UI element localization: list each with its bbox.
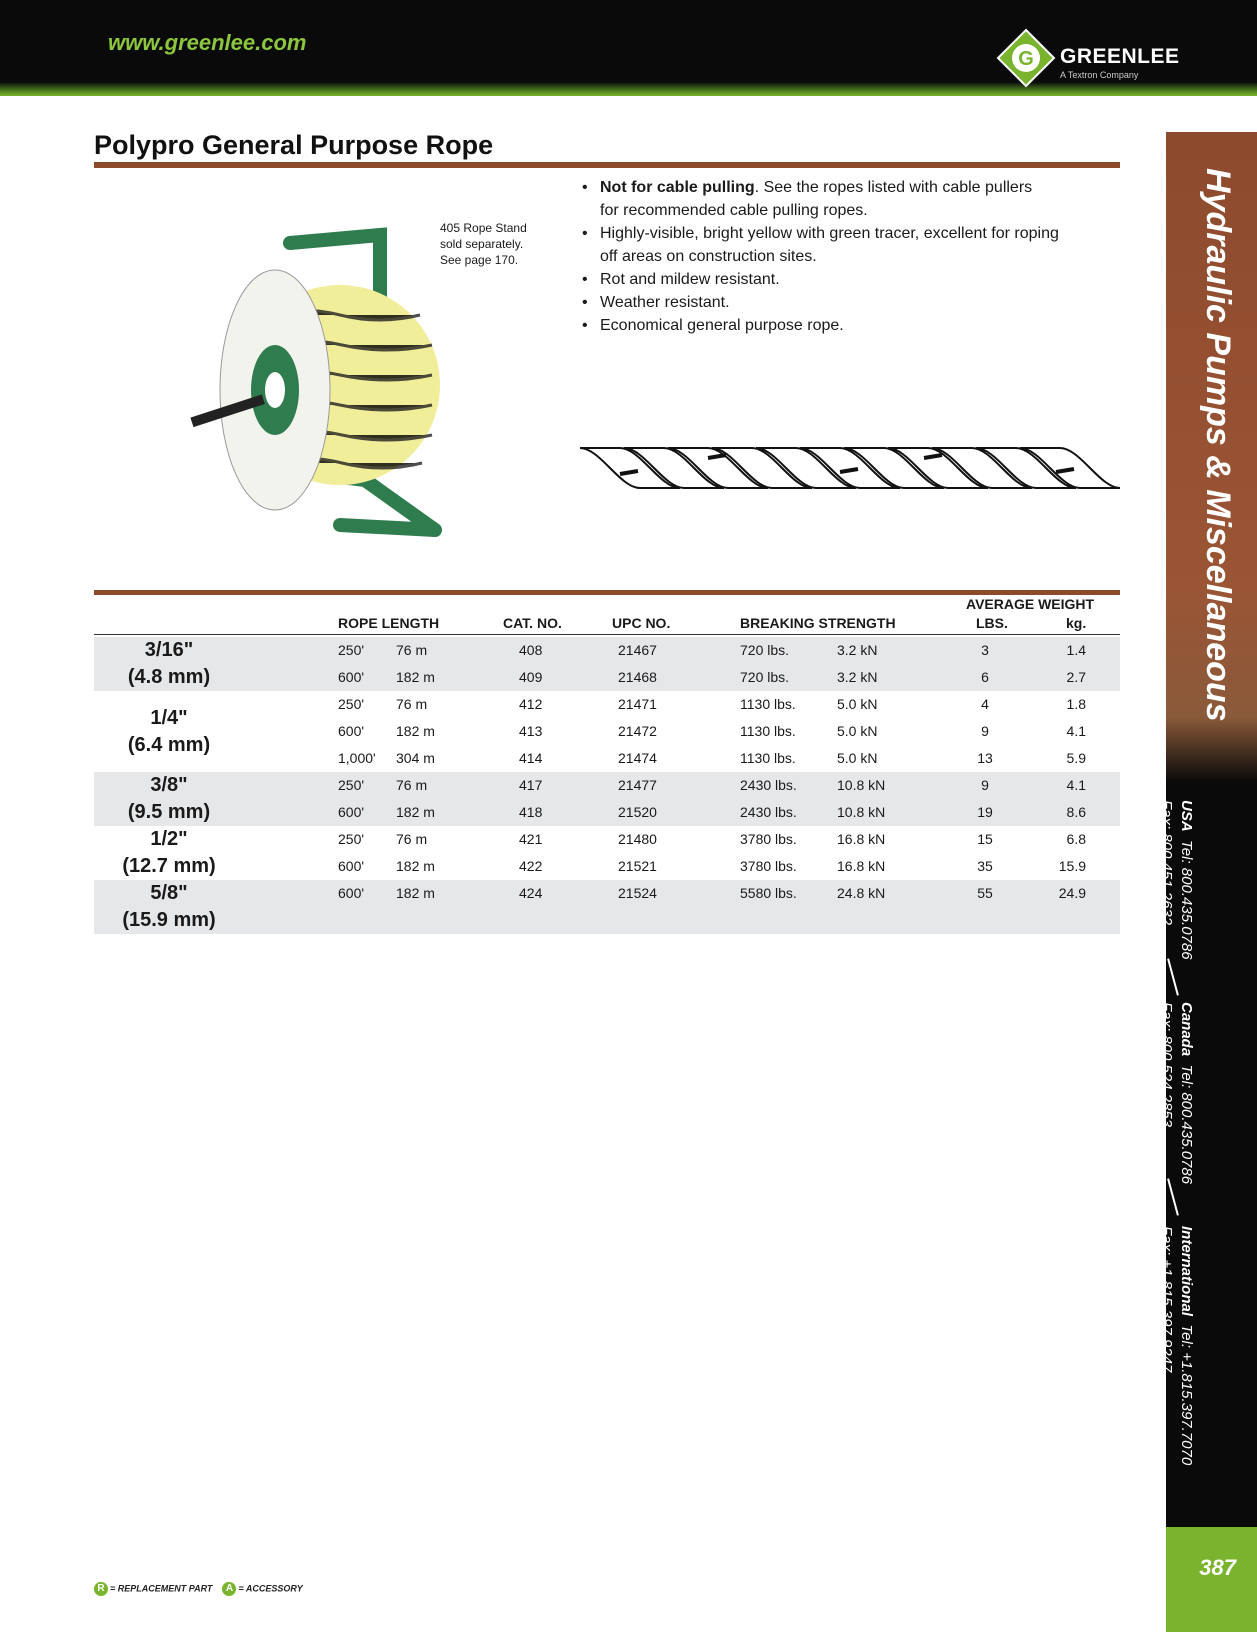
cell-kn: 16.8 kN <box>837 831 886 847</box>
cell-ft: 600' <box>338 885 365 901</box>
contact-region: USA <box>1178 800 1195 832</box>
cell-m: 182 m <box>396 804 435 820</box>
feature-list <box>582 176 1102 337</box>
contact-region: Canada <box>1178 1002 1195 1057</box>
rope-size <box>94 637 244 691</box>
brand-name: GREENLEE <box>1060 45 1180 68</box>
cell-lbs: 35 <box>977 858 993 874</box>
legend-accessory: = ACCESSORY <box>238 1583 303 1594</box>
cell-ft: 600' <box>338 804 365 820</box>
cell-kn: 5.0 kN <box>837 750 878 766</box>
feature-item: • Rot and mildew resistant. <box>582 271 780 288</box>
rope-size <box>94 772 244 826</box>
feature-item: • Not for cable pulling. See the ropes listed with cable pullers for recommended cable pulling ropes. <box>582 179 1033 219</box>
cell-cat: 418 <box>519 804 543 820</box>
cell-ft: 250' <box>338 831 365 847</box>
cell-upc: 21467 <box>618 642 657 658</box>
title-divider <box>94 162 1120 168</box>
cell-cat: 408 <box>519 642 543 658</box>
cell-m: 76 m <box>396 831 428 847</box>
accessory-icon: A <box>222 1582 236 1596</box>
feature-item: • Highly-visible, bright yellow with green tracer, excellent for roping off areas on construction sites. <box>582 225 1059 265</box>
cell-lbs: 15 <box>977 831 993 847</box>
cell-kn: 24.8 kN <box>837 885 886 901</box>
cell-lbs-str: 3780 lbs. <box>740 831 797 847</box>
cell-m: 182 m <box>396 858 435 874</box>
cell-lbs: 6 <box>981 669 989 685</box>
cell-lbs-str: 720 lbs. <box>740 669 790 685</box>
contact-fax: Fax: +1.815.397.9247 <box>1158 1226 1175 1373</box>
cell-cat: 421 <box>519 831 543 847</box>
feature-emphasis: Not for cable pulling <box>600 179 755 196</box>
footer-legend <box>94 1582 303 1596</box>
cell-cat: 417 <box>519 777 543 793</box>
feature-text: . See the ropes listed with cable pullers <box>754 179 1033 196</box>
cell-lbs-str: 1130 lbs. <box>740 750 796 766</box>
contact-tel: Tel: 800.435.0786 <box>1178 1064 1195 1185</box>
cell-lbs: 19 <box>977 804 993 820</box>
contact-region: International <box>1178 1226 1195 1317</box>
table-divider <box>94 590 1120 595</box>
cell-m: 76 m <box>396 642 428 658</box>
contact-tel: Tel: +1.815.397.7070 <box>1178 1324 1195 1466</box>
cell-lbs: 3 <box>981 642 989 658</box>
feature-text-cont: off areas on construction sites. <box>600 248 817 265</box>
header-underline <box>94 634 1120 635</box>
caption-line: See page 170. <box>440 253 519 267</box>
cell-kg: 5.9 <box>1066 750 1086 766</box>
cell-kn: 5.0 kN <box>837 696 878 712</box>
cell-kg: 6.8 <box>1066 831 1086 847</box>
cell-m: 304 m <box>396 750 435 766</box>
contact-canada <box>1156 1002 1196 1184</box>
cell-upc: 21474 <box>618 750 657 766</box>
cell-upc: 21472 <box>618 723 657 739</box>
header-lbs: LBS. <box>976 615 1008 631</box>
cell-m: 76 m <box>396 777 428 793</box>
feature-text: Economical general purpose rope. <box>600 317 844 334</box>
cell-cat: 413 <box>519 723 543 739</box>
website-link[interactable]: www.greenlee.com <box>108 30 307 55</box>
cell-m: 182 m <box>396 885 435 901</box>
rope-size-inch: 1/2" <box>150 828 188 850</box>
cell-kn: 16.8 kN <box>837 858 886 874</box>
cell-cat: 414 <box>519 750 543 766</box>
feature-text: Highly-visible, bright yellow with green tracer, excellent for roping <box>600 225 1059 242</box>
cell-kn: 3.2 kN <box>837 642 878 658</box>
page-number: 387 <box>1199 1555 1236 1580</box>
feature-item: • Economical general purpose rope. <box>582 317 844 334</box>
rope-size-inch: 1/4" <box>150 706 188 729</box>
rope-size-inch: 3/16" <box>144 639 194 661</box>
header-upc-no: UPC NO. <box>612 615 671 631</box>
cell-ft: 250' <box>338 696 365 712</box>
header-rope-length: ROPE LENGTH <box>338 615 440 631</box>
cell-kg: 1.8 <box>1066 696 1086 712</box>
cell-kg: 15.9 <box>1058 858 1086 874</box>
cell-cat: 409 <box>519 669 543 685</box>
contact-tel: Tel: 800.435.0786 <box>1178 840 1195 960</box>
caption-line: sold separately. <box>440 237 524 251</box>
cell-kn: 10.8 kN <box>837 804 886 820</box>
cell-kg: 8.6 <box>1066 804 1086 820</box>
replacement-part-icon: R <box>94 1582 108 1596</box>
rope-size <box>94 880 244 934</box>
rope-stand-caption <box>440 220 550 268</box>
cell-m: 182 m <box>396 723 435 739</box>
caption-line: 405 Rope Stand <box>440 221 527 235</box>
feature-text: Weather resistant. <box>600 294 730 311</box>
rope-size-inch: 3/8" <box>150 774 188 796</box>
cell-ft: 1,000' <box>338 750 376 766</box>
feature-text: Rot and mildew resistant. <box>600 271 780 288</box>
rope-size-inch: 5/8" <box>150 882 188 904</box>
cell-kn: 5.0 kN <box>837 723 878 739</box>
twisted-rope-image <box>580 440 1122 496</box>
cell-lbs-str: 3780 lbs. <box>740 858 797 874</box>
contact-usa <box>1156 800 1196 960</box>
page-title: Polypro General Purpose Rope <box>94 130 494 160</box>
cell-upc: 21468 <box>618 669 657 685</box>
header-kg: kg. <box>1066 615 1087 631</box>
legend-replacement: = REPLACEMENT PART <box>110 1583 213 1594</box>
cell-kn: 10.8 kN <box>837 777 886 793</box>
cell-ft: 250' <box>338 777 365 793</box>
svg-text:G: G <box>1018 48 1034 70</box>
cell-kg: 2.7 <box>1066 669 1086 685</box>
header-average-weight: AVERAGE WEIGHT <box>966 596 1095 612</box>
cell-kn: 3.2 kN <box>837 669 878 685</box>
cell-upc: 21521 <box>618 858 657 874</box>
cell-ft: 250' <box>338 642 365 658</box>
cell-lbs-str: 1130 lbs. <box>740 723 796 739</box>
cell-upc: 21480 <box>618 831 657 847</box>
brand-subtitle: A Textron Company <box>1060 70 1139 80</box>
cell-lbs: 55 <box>977 885 993 901</box>
cell-kg: 24.9 <box>1058 885 1086 901</box>
cell-ft: 600' <box>338 723 365 739</box>
cell-ft: 600' <box>338 858 365 874</box>
feature-item: • Weather resistant. <box>582 294 730 311</box>
cell-m: 182 m <box>396 669 435 685</box>
contact-fax: Fax: 800.451.2632 <box>1158 800 1175 926</box>
cell-cat: 422 <box>519 858 543 874</box>
cell-lbs-str: 5580 lbs. <box>740 885 797 901</box>
rope-reel-image <box>190 225 520 565</box>
header-breaking-strength: BREAKING STRENGTH <box>740 615 896 631</box>
section-title: Hydraulic Pumps & Miscellaneous <box>1199 168 1237 722</box>
cell-lbs: 9 <box>981 723 989 739</box>
cell-lbs: 13 <box>977 750 993 766</box>
contact-fax: Fax: 800.524.2853 <box>1158 1002 1175 1128</box>
rope-size-metric: (4.8 mm) <box>127 666 211 688</box>
rope-size-metric: (9.5 mm) <box>127 801 211 823</box>
cell-kg: 4.1 <box>1066 777 1086 793</box>
cell-lbs: 4 <box>981 696 989 712</box>
cell-lbs-str: 1130 lbs. <box>740 696 796 712</box>
feature-text-cont: for recommended cable pulling ropes. <box>600 202 868 219</box>
contact-international <box>1156 1226 1196 1465</box>
cell-kg: 4.1 <box>1066 723 1086 739</box>
header-cat-no: CAT. NO. <box>503 615 562 631</box>
cell-upc: 21520 <box>618 804 657 820</box>
cell-upc: 21524 <box>618 885 657 901</box>
cell-m: 76 m <box>396 696 428 712</box>
cell-lbs-str: 2430 lbs. <box>740 804 797 820</box>
cell-upc: 21477 <box>618 777 657 793</box>
cell-upc: 21471 <box>618 696 657 712</box>
rope-size-metric: (6.4 mm) <box>127 733 211 756</box>
cell-cat: 412 <box>519 696 543 712</box>
cell-lbs: 9 <box>981 777 989 793</box>
rope-size-metric: (12.7 mm) <box>122 855 216 877</box>
cell-lbs-str: 720 lbs. <box>740 642 790 658</box>
cell-kg: 1.4 <box>1066 642 1086 658</box>
cell-lbs-str: 2430 lbs. <box>740 777 797 793</box>
rope-size <box>94 705 244 759</box>
cell-cat: 424 <box>519 885 543 901</box>
cell-ft: 600' <box>338 669 365 685</box>
rope-size <box>94 826 244 880</box>
rope-size-metric: (15.9 mm) <box>122 909 216 931</box>
